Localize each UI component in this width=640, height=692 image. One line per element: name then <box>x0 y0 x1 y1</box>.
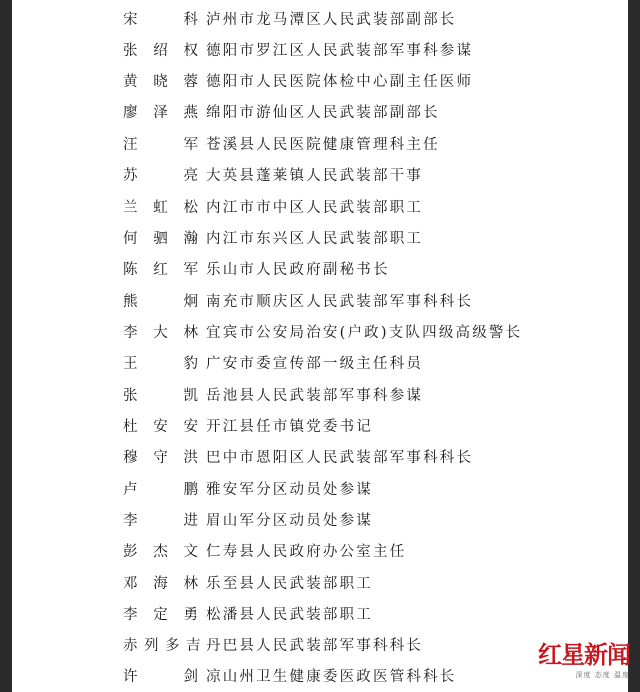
person-title: 大英县蓬莱镇人民武装部干事 <box>206 168 424 184</box>
person-name: 陈红军 <box>123 262 199 278</box>
roster-row <box>12 70 628 94</box>
watermark-brand: 红星新闻 <box>538 641 630 669</box>
roster-row <box>12 509 628 533</box>
roster-row <box>12 572 628 596</box>
person-name: 张绍权 <box>123 43 199 59</box>
person-title: 绵阳市游仙区人民武装部副部长 <box>206 105 440 121</box>
person-title: 宜宾市公安局治安(户政)支队四级高级警长 <box>206 325 523 341</box>
person-name: 卢 鹏 <box>123 482 199 498</box>
person-title: 德阳市人民医院体检中心副主任医师 <box>206 74 474 90</box>
person-name: 李定勇 <box>123 607 199 623</box>
person-name: 穆守洪 <box>123 450 199 466</box>
roster-row <box>12 634 628 658</box>
roster-row <box>12 101 628 125</box>
person-title: 眉山军分区动员处参谋 <box>206 513 373 529</box>
roster-row <box>12 227 628 251</box>
person-title: 巴中市恩阳区人民武装部军事科科长 <box>206 450 474 466</box>
person-title: 乐山市人民政府副秘书长 <box>206 262 390 278</box>
person-name: 赤列多吉 <box>123 638 201 654</box>
roster-row <box>12 478 628 502</box>
person-title: 苍溪县人民医院健康管理科主任 <box>206 137 440 153</box>
roster-row <box>12 258 628 282</box>
roster-row <box>12 164 628 188</box>
person-title: 凉山州卫生健康委医政医管科科长 <box>206 669 457 685</box>
person-title: 雅安军分区动员处参谋 <box>206 482 373 498</box>
roster-row <box>12 39 628 63</box>
person-name: 彭杰文 <box>123 544 199 560</box>
roster-row <box>12 196 628 220</box>
document-page <box>12 0 628 692</box>
person-title: 德阳市罗江区人民武装部军事科参谋 <box>206 43 474 59</box>
person-name: 宋 科 <box>123 12 199 28</box>
person-name: 邓海林 <box>123 576 199 592</box>
person-name: 汪 军 <box>123 137 199 153</box>
roster-row <box>12 446 628 470</box>
roster-row <box>12 384 628 408</box>
person-title: 仁寿县人民政府办公室主任 <box>206 544 407 560</box>
person-name: 李大林 <box>123 325 199 341</box>
watermark-logo <box>538 640 630 686</box>
person-name: 何驷瀚 <box>123 231 199 247</box>
person-name: 张 凯 <box>123 388 199 404</box>
person-title: 松潘县人民武装部职工 <box>206 607 373 623</box>
roster-row <box>12 133 628 157</box>
person-name: 许 剑 <box>123 669 199 685</box>
person-title: 泸州市龙马潭区人民武装部副部长 <box>206 12 457 28</box>
roster-row <box>12 352 628 376</box>
person-title: 开江县任市镇党委书记 <box>206 419 373 435</box>
roster-row <box>12 603 628 627</box>
roster-row <box>12 415 628 439</box>
roster-row <box>12 8 628 32</box>
roster-row <box>12 540 628 564</box>
person-title: 内江市市中区人民武装部职工 <box>206 200 424 216</box>
person-title: 乐至县人民武装部职工 <box>206 576 373 592</box>
person-name: 黄晓蓉 <box>123 74 199 90</box>
person-name: 李 进 <box>123 513 199 529</box>
roster-row <box>12 665 628 689</box>
person-title: 丹巴县人民武装部军事科科长 <box>206 638 424 654</box>
person-name: 杜安安 <box>123 419 199 435</box>
person-name: 熊 炯 <box>123 294 199 310</box>
person-title: 内江市东兴区人民武装部职工 <box>206 231 424 247</box>
person-title: 南充市顺庆区人民武装部军事科科长 <box>206 294 474 310</box>
roster-row <box>12 290 628 314</box>
person-title: 广安市委宣传部一级主任科员 <box>206 356 424 372</box>
person-name: 兰虹松 <box>123 200 199 216</box>
watermark-slogan: 深度 态度 温度 <box>575 671 630 679</box>
person-title: 岳池县人民武装部军事科参谋 <box>206 388 424 404</box>
person-name: 王 豹 <box>123 356 199 372</box>
person-name: 苏 亮 <box>123 168 199 184</box>
person-name: 廖泽燕 <box>123 105 199 121</box>
roster-row <box>12 321 628 345</box>
